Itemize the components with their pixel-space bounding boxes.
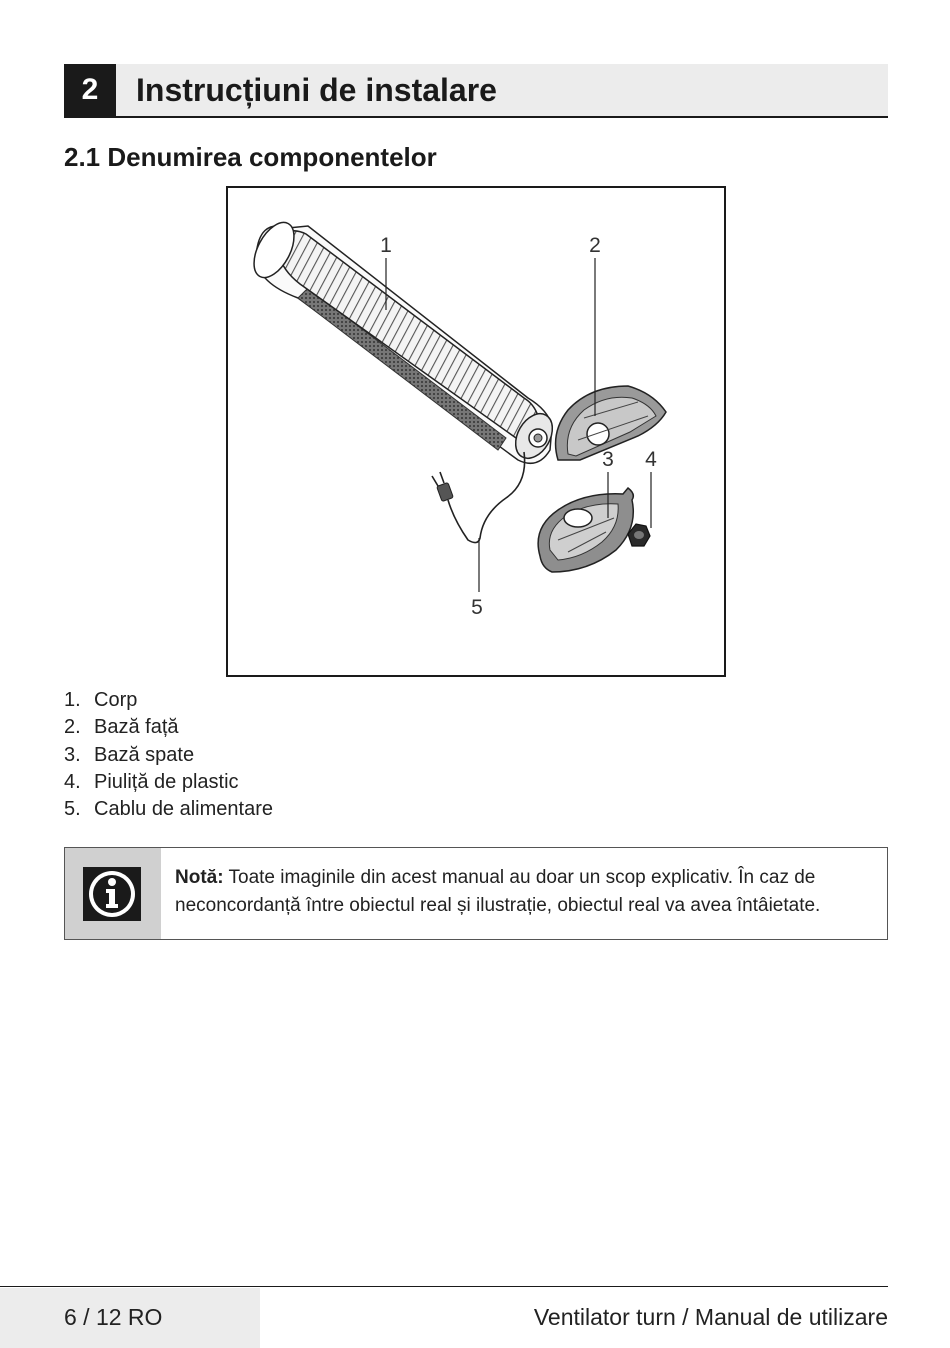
callout-1: 1 — [380, 234, 392, 257]
callout-3: 3 — [602, 448, 614, 471]
note-sidebar — [65, 848, 161, 939]
chapter-title: Instrucțiuni de instalare — [136, 72, 497, 108]
footer-rule — [0, 1286, 888, 1287]
chapter-header — [64, 64, 888, 118]
power-cable-icon — [432, 452, 525, 543]
components-illustration — [228, 188, 724, 675]
callout-2: 2 — [589, 234, 601, 257]
page-number: 6 / 12 RO — [64, 1304, 163, 1330]
list-item: 4. Piuliță de plastic — [64, 770, 239, 793]
info-icon — [83, 867, 141, 921]
tower-fan-body-icon — [246, 216, 560, 465]
list-item: 3. Bază spate — [64, 743, 195, 766]
list-item: 5. Cablu de alimentare — [64, 798, 273, 821]
components-figure — [226, 186, 726, 677]
note-label: Notă: — [175, 867, 224, 888]
callout-4: 4 — [645, 448, 657, 471]
note-text — [175, 864, 875, 920]
chapter-number: 2 — [64, 64, 116, 116]
list-item: 1. Corp — [64, 689, 138, 711]
document-title: Ventilator turn / Manual de utilizare — [533, 1304, 888, 1330]
section-title: 2.1 Denumirea componentelor — [64, 142, 437, 172]
callout-5: 5 — [471, 596, 483, 619]
rear-base-icon — [538, 488, 633, 572]
list-item: 2. Bază față — [64, 716, 179, 739]
parts-list — [64, 687, 273, 823]
note-body: Toate imaginile din acest manual au doar un scop explicativ. În caz de neconcordanță între obiectul real și ilustrație, obiectul real va avea întâietate. — [175, 867, 821, 916]
note-box — [64, 847, 888, 940]
